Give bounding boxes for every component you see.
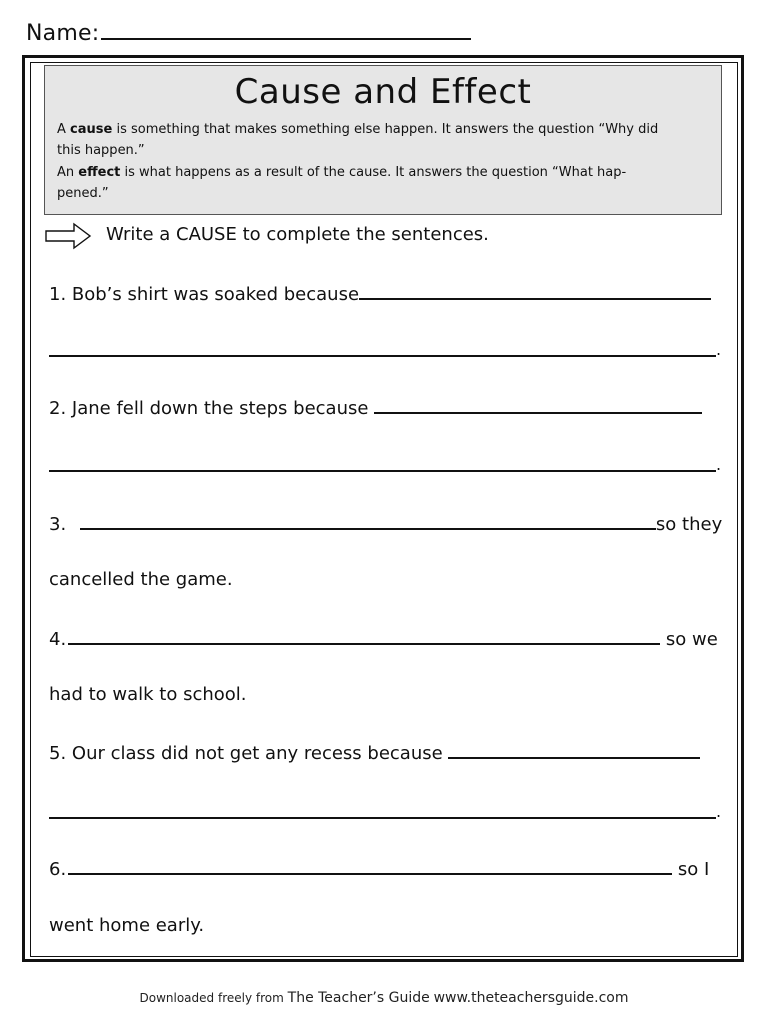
cause-definition-line-2: this happen.”: [57, 143, 145, 158]
question-4-number: 4.: [49, 629, 67, 650]
period-2: .: [716, 455, 722, 474]
worksheet-title: Cause and Effect: [234, 72, 532, 112]
cause-prefix: A: [57, 122, 66, 137]
answer-5-blank[interactable]: [448, 741, 700, 759]
effect-text: is what happens as a result of the cause. It answers the question “What hap-: [124, 165, 627, 180]
question-6: [49, 857, 709, 880]
name-blank[interactable]: [101, 18, 471, 40]
answer-2-blank[interactable]: [374, 396, 702, 414]
effect-definition-line-2: pened.”: [57, 186, 109, 201]
answer-3-blank[interactable]: [80, 512, 656, 530]
question-4: [49, 627, 718, 650]
arrow-right-icon: [44, 222, 94, 250]
answer-1-continuation-blank[interactable]: [49, 355, 716, 357]
question-4-tail: so we: [665, 629, 718, 650]
question-2: [49, 396, 702, 419]
cause-term: cause: [70, 122, 113, 137]
name-field[interactable]: [26, 18, 471, 46]
answer-5-continuation-blank[interactable]: [49, 817, 716, 819]
cause-definition-line-1: [57, 119, 717, 140]
question-1-text: 1. Bob’s shirt was soaked because: [49, 284, 360, 305]
instruction-text: Write a CAUSE to complete the sentences.: [106, 224, 489, 245]
effect-prefix: An: [57, 165, 75, 180]
answer-1-blank[interactable]: [359, 282, 711, 300]
question-5: [49, 741, 700, 764]
question-3-continuation: cancelled the game.: [49, 569, 233, 590]
name-label: Name:: [26, 21, 100, 46]
period-1: .: [716, 340, 722, 359]
footer-prefix: Downloaded freely from: [139, 991, 284, 1005]
footer-url-link[interactable]: www.theteachersguide.com: [433, 990, 629, 1006]
footer-source: The Teacher’s Guide: [287, 990, 430, 1006]
question-3: [49, 512, 722, 535]
question-1: [49, 282, 711, 305]
question-4-continuation: had to walk to school.: [49, 684, 247, 705]
period-5: .: [716, 802, 722, 821]
question-2-text: 2. Jane fell down the steps because: [49, 398, 369, 419]
cause-text: is something that makes something else happen. It answers the question “Why did: [116, 122, 659, 137]
effect-definition-line-1: [57, 162, 717, 183]
answer-2-continuation-blank[interactable]: [49, 470, 716, 472]
effect-term: effect: [78, 165, 121, 180]
question-6-tail: so I: [677, 859, 710, 880]
answer-4-blank[interactable]: [68, 627, 660, 645]
question-3-tail: so they: [655, 514, 723, 535]
footer-credit: [0, 990, 768, 1006]
question-5-text: 5. Our class did not get any recess because: [49, 743, 443, 764]
answer-6-blank[interactable]: [68, 857, 672, 875]
question-3-number: 3.: [49, 514, 67, 535]
question-6-number: 6.: [49, 859, 67, 880]
question-6-continuation: went home early.: [49, 915, 205, 936]
